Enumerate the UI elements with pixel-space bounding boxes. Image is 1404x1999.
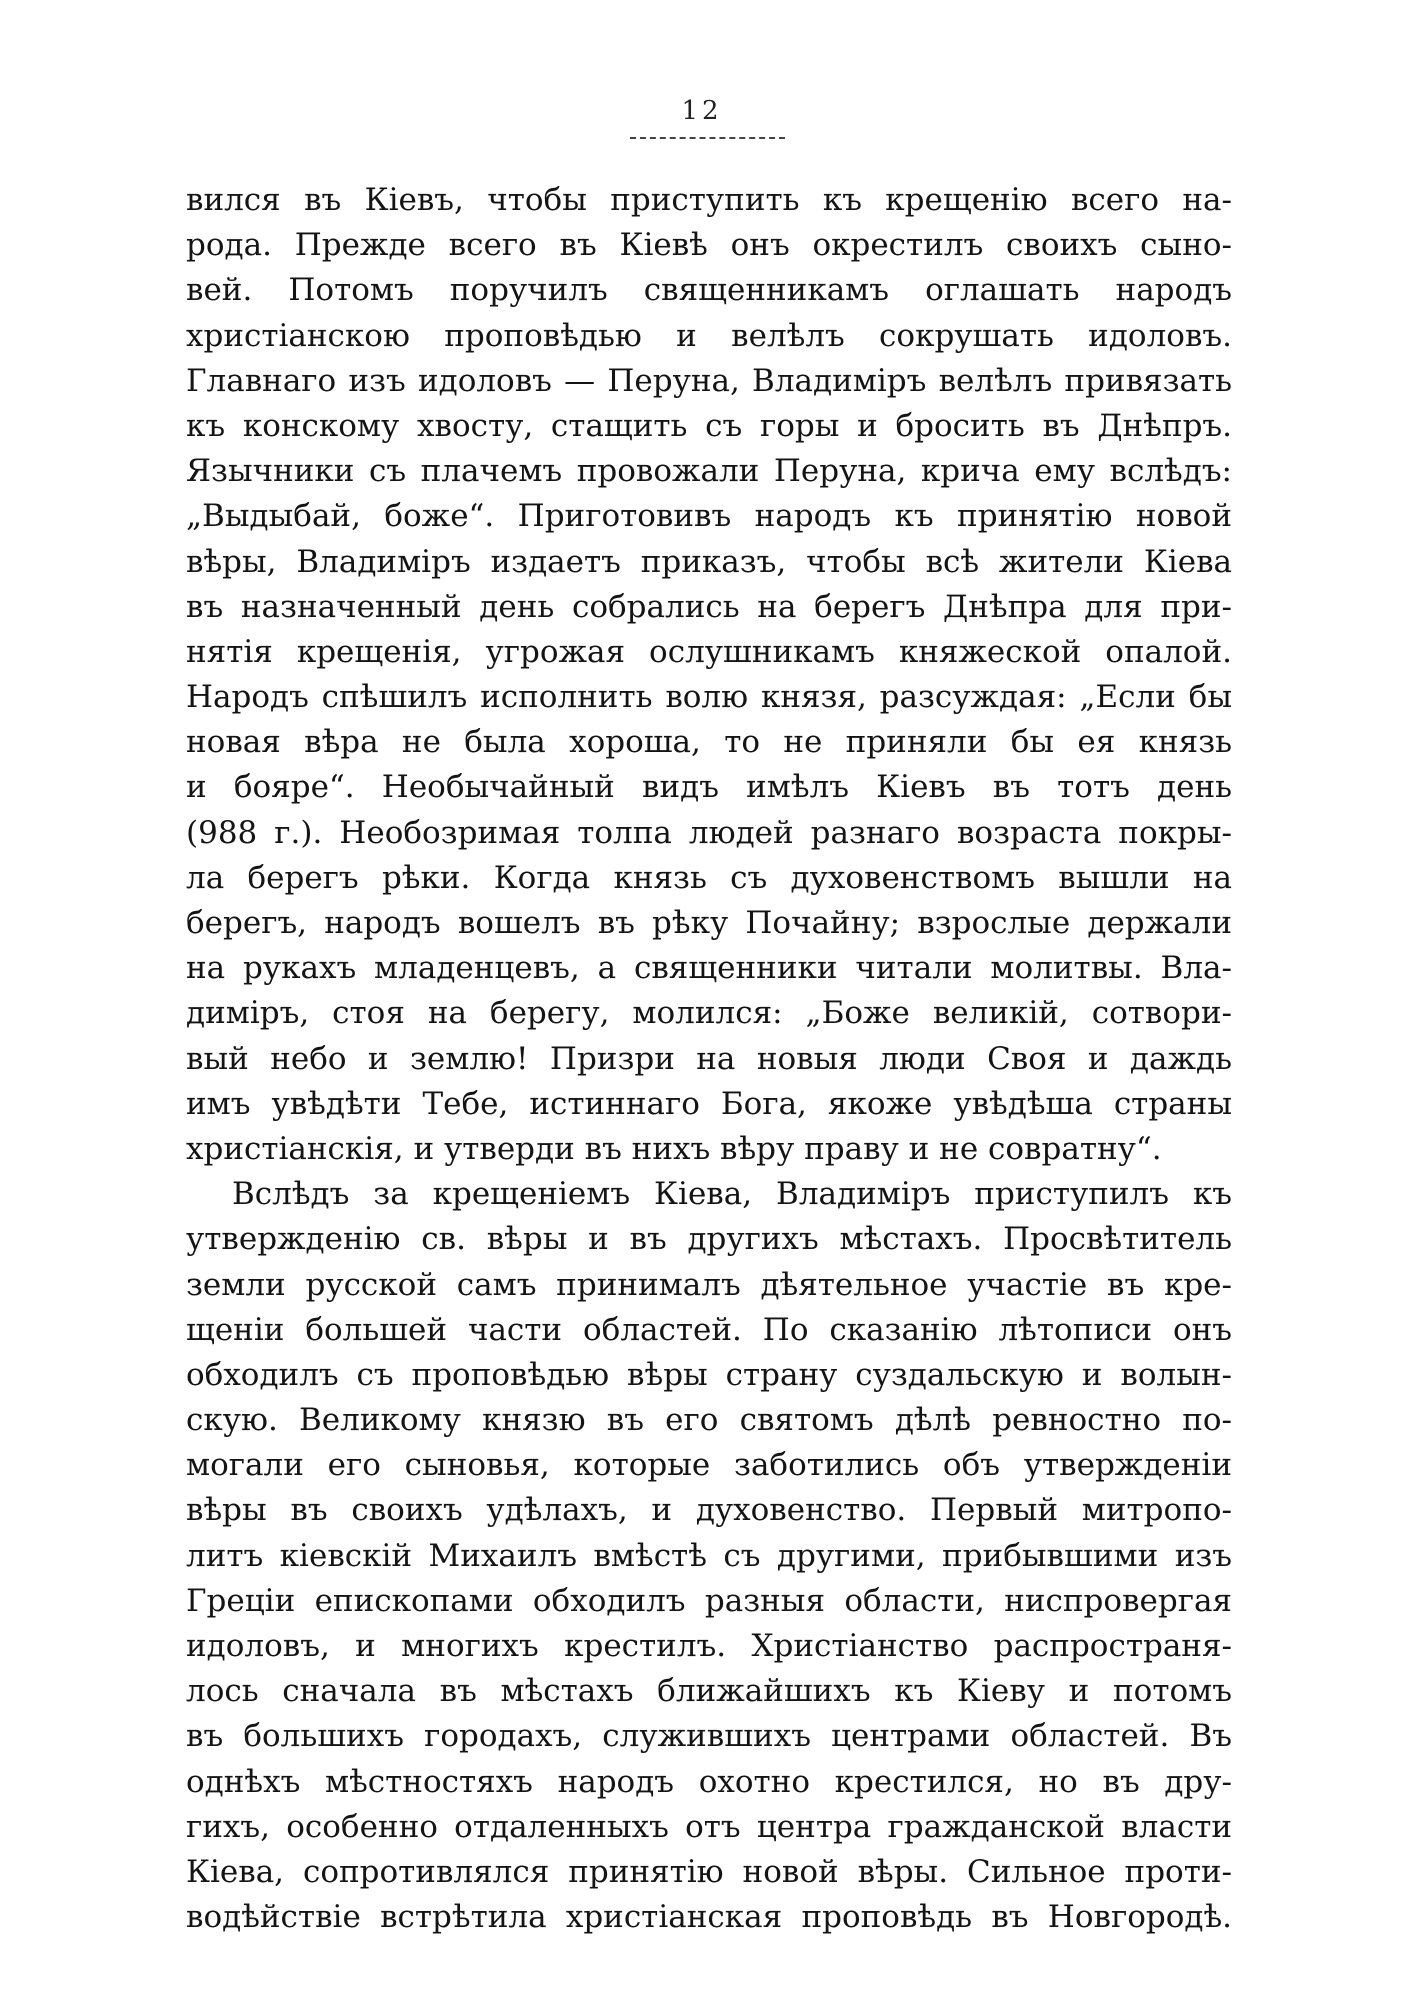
text-line: и бояре“. Необычайный видъ имѣлъ Кіевъ въ тотъ день bbox=[186, 769, 1232, 806]
text-line: къ конскому хвосту, стащить съ горы и бросить въ Днѣпръ. bbox=[186, 407, 1232, 444]
text-line: вѣры въ своихъ удѣлахъ, и духовенство. Первый митропо- bbox=[186, 1492, 1232, 1529]
text-line: Кіева, сопротивлялся принятію новой вѣры. Сильное проти- bbox=[186, 1853, 1232, 1890]
text-line: водѣйствіе встрѣтила христіанская проповѣдь въ Новгородѣ. bbox=[186, 1899, 1232, 1936]
text-line: новая вѣра не была хороша, то не приняли бы ея князь bbox=[186, 724, 1232, 761]
text-line: вей. Потомъ поручилъ священникамъ оглашать народъ bbox=[186, 272, 1232, 309]
text-line: ла берегъ рѣки. Когда князь съ духовенствомъ вышли на bbox=[186, 859, 1232, 896]
text-line: нятія крещенія, угрожая ослушникамъ княжеской опалой. bbox=[186, 633, 1232, 670]
text-line: имъ увѣдѣти Тебе, истиннаго Бога, якоже увѣдѣша страны bbox=[186, 1085, 1232, 1122]
text-line: щеніи большей части областей. По сказанію лѣтописи онъ bbox=[186, 1311, 1232, 1348]
text-line: христіанскою проповѣдью и велѣлъ сокрушать идоловъ. bbox=[186, 317, 1232, 354]
text-line: земли русской самъ принималъ дѣятельное участіе въ кре- bbox=[186, 1266, 1232, 1303]
text-line: диміръ, стоя на берегу, молился: „Боже великій, сотвори- bbox=[186, 995, 1232, 1032]
text-line: на рукахъ младенцевъ, а священники читали молитвы. Вла- bbox=[186, 950, 1232, 987]
text-line: Народъ спѣшилъ исполнить волю князя, разсуждая: „Если бы bbox=[186, 679, 1232, 716]
text-line: христіанскія, и утверди въ нихъ вѣру праву и не совратну“. bbox=[186, 1130, 1162, 1167]
text-line: вился въ Кіевъ, чтобы приступить къ крещенію всего на- bbox=[186, 182, 1232, 218]
text-line: берегъ, народъ вошелъ въ рѣку Почайну; взрослые держали bbox=[186, 905, 1232, 941]
text-line: вѣры, Владиміръ издаетъ приказъ, чтобы всѣ жители Кіева bbox=[186, 543, 1232, 580]
header-rule bbox=[630, 137, 785, 139]
text-line: въ большихъ городахъ, служившихъ центрами областей. Въ bbox=[186, 1718, 1232, 1755]
text-line: могали его сыновья, которые заботились объ утвержденіи bbox=[186, 1447, 1232, 1484]
text-line: рода. Прежде всего въ Кіевѣ онъ окрестилъ своихъ сыно- bbox=[186, 227, 1232, 264]
text-line: лось сначала въ мѣстахъ ближайшихъ къ Кіеву и потомъ bbox=[186, 1673, 1232, 1710]
text-line: утвержденію св. вѣры и въ другихъ мѣстахъ. Просвѣтитель bbox=[186, 1221, 1232, 1258]
text-line: Греціи епископами обходилъ разныя области, ниспровергая bbox=[186, 1582, 1232, 1619]
text-line: въ назначенный день собрались на берегъ Днѣпра для при- bbox=[186, 588, 1232, 625]
text-line: гихъ, особенно отдаленныхъ отъ центра гражданской власти bbox=[186, 1808, 1232, 1845]
body-text bbox=[186, 178, 1232, 1940]
text-line: однѣхъ мѣстностяхъ народъ охотно крестился, но въ дру- bbox=[186, 1763, 1232, 1800]
text-line: скую. Великому князю въ его святомъ дѣлѣ ревностно по- bbox=[186, 1402, 1232, 1439]
text-line: „Выдыбай, боже“. Приготовивъ народъ къ принятію новой bbox=[186, 498, 1232, 535]
text-line: Язычники съ плачемъ провожали Перуна, крича ему вслѣдъ: bbox=[186, 453, 1232, 490]
text-line: обходилъ съ проповѣдью вѣры страну суздальскую и волын- bbox=[186, 1356, 1232, 1393]
page-number: 12 bbox=[681, 96, 723, 126]
text-line: литъ кіевскій Михаилъ вмѣстѣ съ другими, прибывшими изъ bbox=[186, 1537, 1232, 1574]
text-line: идоловъ, и многихъ крестилъ. Христіанство распространя- bbox=[186, 1628, 1232, 1664]
text-line: Главнаго изъ идоловъ — Перуна, Владиміръ велѣлъ привязать bbox=[186, 362, 1232, 399]
text-line: вый небо и землю! Призри на новыя люди Своя и даждь bbox=[186, 1040, 1232, 1077]
text-line: Вслѣдъ за крещеніемъ Кіева, Владиміръ приступилъ къ bbox=[232, 1176, 1232, 1213]
text-line: (988 г.). Необозримая толпа людей разнаго возраста покры- bbox=[186, 814, 1232, 851]
